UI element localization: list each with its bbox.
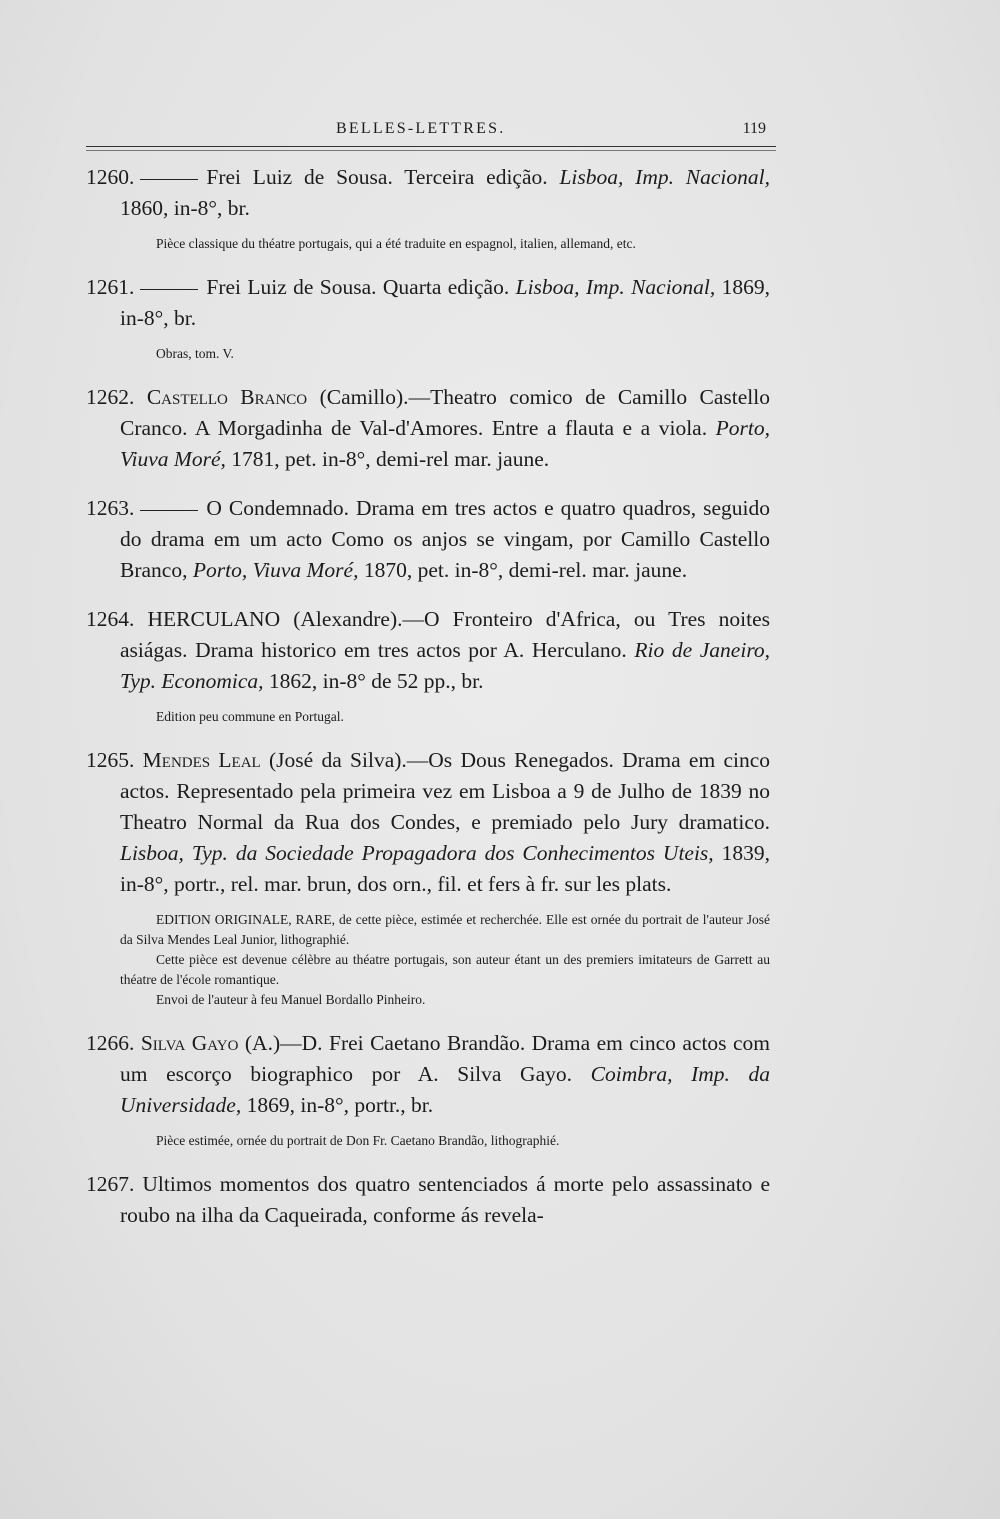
entry-1267 [86,1169,770,1231]
entry-1262 [86,382,771,475]
entry-author: HERCULANO [147,607,281,631]
entry-note: Envoi de l'auteur à feu Manuel Bordallo Pinheiro. [156,992,426,1007]
entry-author: Silva Gayo [140,1031,239,1055]
entry-number: 1266. [86,1031,135,1055]
entry-title: O Condemnado. Drama em tres actos e quatro quadros, seguido do drama em um acto Como os anjos se vingam, por Camillo Castello Branco, [120,496,770,582]
entry-number: 1264. [86,607,135,631]
entry-title: —O Fronteiro d'Africa, ou Tres noites asiágas. Drama historico em tres actos por A. Herculano. [120,607,771,662]
entry-number: 1267. [86,1172,135,1196]
entry-note: Cette pièce est devenue célèbre au théatre portugais, son auteur étant un des premiers imitateurs de Garrett au théatre de l'école romantique. [120,952,770,987]
entry-note: Pièce classique du théatre portugais, qui a été traduite en espagnol, italien, allemand, etc. [156,236,636,251]
ditto-dash [140,179,198,180]
running-title: BELLES-LETTRES. [336,120,506,137]
entry-title: Ultimos momentos dos quatro sentenciados á morte pelo assassinato e roubo na ilha da Caqueirada, conforme ás revela- [120,1172,770,1227]
entry-number: 1260. [86,165,135,189]
page-number: 119 [742,120,766,137]
entry-details: 1869, in-8°, br. [120,275,771,330]
entry-number: 1262. [86,385,135,409]
entry-imprint: Lisboa, Imp. Nacional, [515,275,716,299]
entry-author-extra: (A.) [244,1031,281,1055]
entry-number: 1263. [86,496,135,520]
entry-number: 1261. [86,275,135,299]
entry-title: Frei Luiz de Sousa. Terceira edição. [206,165,548,189]
catalogue-entries [86,162,771,1249]
entry-imprint: Lisboa, Typ. da Sociedade Propagadora dos Conhecimentos Uteis, [120,841,714,865]
entry-details: 1862, in-8° de 52 pp., br. [268,669,484,693]
entry-details: 1870, pet. in-8°, demi-rel. mar. jaune. [363,558,688,582]
entry-imprint: Porto, Viuva Moré, [120,416,771,471]
entry-imprint: Rio de Janeiro, Typ. Economica, [120,638,771,693]
entry-1265 [86,745,771,1010]
entry-author-extra: (José da Silva). [269,748,407,772]
header-rule-thin [86,150,776,151]
entry-imprint: Porto, Viuva Moré, [192,558,359,582]
ditto-dash [140,289,198,290]
header-rule [86,146,776,147]
entry-details: 1860, in-8°, br. [120,196,250,220]
entry-note: EDITION ORIGINALE, RARE, de cette pièce, estimée et recherchée. Elle est ornée du portrait de l'auteur José da Silva Mendes Leal Junior, lithographié. [120,912,770,947]
entry-details: 1839, in-8°, portr., rel. mar. brun, dos orn., fil. et fers à fr. sur les plats. [120,841,771,896]
entry-title: Frei Luiz de Sousa. Quarta edição. [206,275,510,299]
entry-1261 [86,272,771,364]
entry-1266 [86,1028,771,1151]
ditto-dash [140,510,198,511]
entry-details: 1781, pet. in-8°, demi-rel mar. jaune. [231,447,550,471]
entry-title: —D. Frei Caetano Brandão. Drama em cinco actos com um escorço biographico por A. Silva Gayo. [120,1031,771,1086]
entry-author-extra: (Camillo). [319,385,409,409]
running-header [86,118,776,146]
entry-author: Castello Branco [146,385,308,409]
entry-number: 1265. [86,748,135,772]
entry-1264 [86,604,771,727]
entry-author-extra: (Alexandre). [293,607,403,631]
entry-imprint: Coimbra, Imp. da Universidade, [120,1062,771,1117]
entry-note: Pièce estimée, ornée du portrait de Don Fr. Caetano Brandão, lithographié. [156,1133,560,1148]
entry-note: Obras, tom. V. [156,346,234,361]
entry-1260 [86,162,770,254]
entry-imprint: Lisboa, Imp. Nacional, [559,165,770,189]
entry-note: Edition peu commune en Portugal. [156,709,344,724]
entry-author: Mendes Leal [142,748,261,772]
entry-details: 1869, in-8°, portr., br. [246,1093,434,1117]
entry-1263 [86,493,770,586]
entry-title: —Os Dous Renegados. Drama em cinco actos. Representado pela primeira vez em Lisboa a 9 de Julho de 1839 no Theatro Normal da Rua dos Condes, e premiado pelo Jury dramatico. [120,748,771,834]
entry-title: —Theatro comico de Camillo Castello Cranco. A Morgadinha de Val-d'Amores. Entre a flauta e a viola. [120,385,771,440]
